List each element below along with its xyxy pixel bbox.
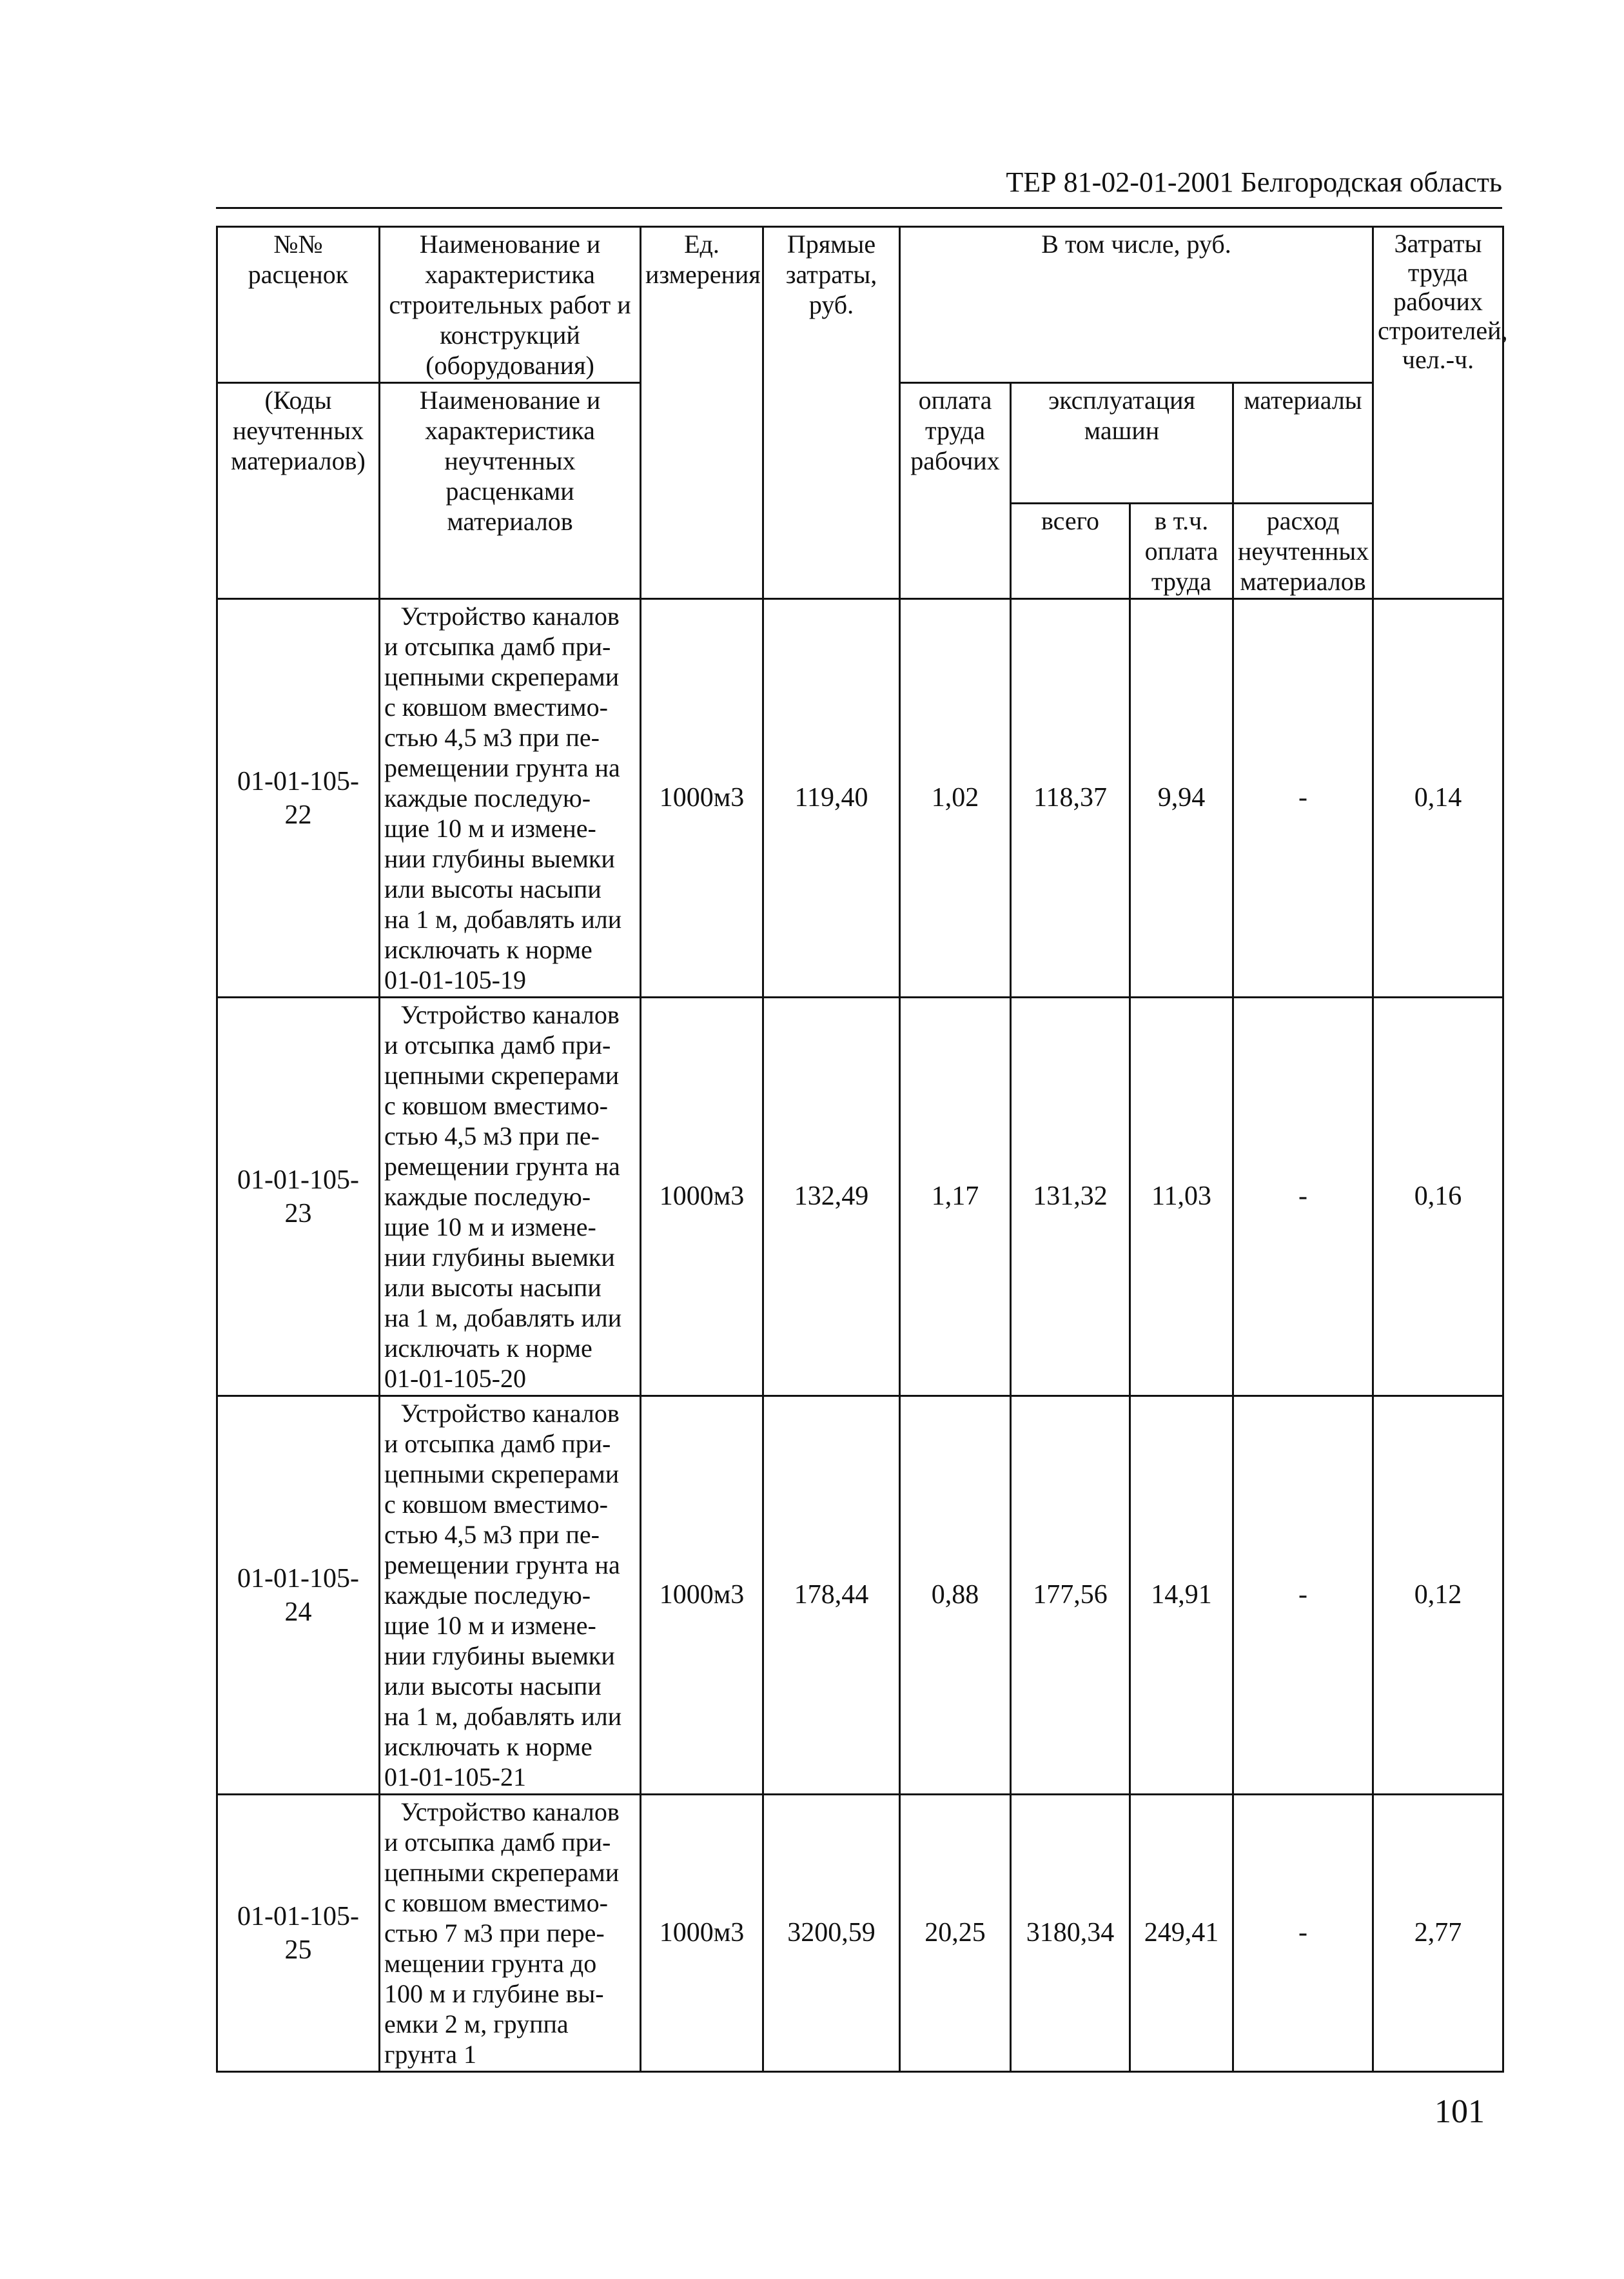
machines-total-value: 177,56 — [1011, 1396, 1130, 1795]
col-unit-header: Ед. измерения — [641, 227, 763, 599]
rate-description: Устройство каналов и отсыпка дамб при- цепными скреперами с ковшом вместимо- стью 4,5 м3 при пе- ремещении грунта на каждые последую- щие 10 м и измене- нии глубины выемки или высоты насыпи на 1 м, добавлять или исключать к норме 01-01-105-20 — [380, 998, 641, 1396]
unit-value: 1000м3 — [641, 1795, 763, 2072]
col-name-header: Наименование и характеристика строительных работ и конструкций (оборудования) — [380, 227, 641, 383]
labor-cost-value: 0,12 — [1373, 1396, 1503, 1795]
col-direct-header: Прямые затраты, руб. — [763, 227, 900, 599]
rate-code: 01-01-105- 24 — [217, 1396, 380, 1795]
machines-labor-value: 9,94 — [1130, 599, 1233, 998]
machines-total-value: 131,32 — [1011, 998, 1130, 1396]
table-body — [217, 599, 1503, 2072]
rate-description: Устройство каналов и отсыпка дамб при- цепными скреперами с ковшом вместимо- стью 4,5 м3 при пе- ремещении грунта на каждые последую- щие 10 м и измене- нии глубины выемки или высоты насыпи на 1 м, добавлять или исключать к норме 01-01-105-19 — [380, 599, 641, 998]
direct-cost-value: 178,44 — [763, 1396, 900, 1795]
header-rule — [216, 207, 1502, 209]
materials-value: - — [1233, 599, 1373, 998]
col-labor-cost-header: Затраты труда рабочих строителей, чел.-ч. — [1373, 227, 1503, 599]
table-row — [217, 998, 1503, 1396]
machines-total-value: 3180,34 — [1011, 1795, 1130, 2072]
col-materials-sub-header: расход неучтенных материалов — [1233, 504, 1373, 599]
col-code-sub-header: (Коды неучтенных материалов) — [217, 383, 380, 599]
rate-code: 01-01-105- 22 — [217, 599, 380, 998]
materials-value: - — [1233, 1396, 1373, 1795]
header-row-1 — [217, 227, 1503, 383]
labor-pay-value: 1,17 — [900, 998, 1011, 1396]
machines-labor-value: 11,03 — [1130, 998, 1233, 1396]
machines-total-value: 118,37 — [1011, 599, 1130, 998]
materials-value: - — [1233, 998, 1373, 1396]
table-header — [217, 227, 1508, 599]
rates-table — [216, 226, 1508, 2073]
document-title: ТЕР 81-02-01-2001 Белгородская область — [1006, 166, 1502, 198]
unit-value: 1000м3 — [641, 1396, 763, 1795]
unit-value: 1000м3 — [641, 998, 763, 1396]
col-including-header: В том числе, руб. — [900, 227, 1373, 383]
direct-cost-value: 119,40 — [763, 599, 900, 998]
col-machines-labor-header: в т.ч. оплата труда — [1130, 504, 1233, 599]
page-number: 101 — [1434, 2093, 1485, 2130]
rate-code: 01-01-105- 25 — [217, 1795, 380, 2072]
direct-cost-value: 3200,59 — [763, 1795, 900, 2072]
table-row — [217, 1795, 1503, 2072]
unit-value: 1000м3 — [641, 599, 763, 998]
col-name-sub-header: Наименование и характеристика неучтенных расценками материалов — [380, 383, 641, 599]
rate-description: Устройство каналов и отсыпка дамб при- цепными скреперами с ковшом вместимо- стью 4,5 м3 при пе- ремещении грунта на каждые последую- щие 10 м и измене- нии глубины выемки или высоты насыпи на 1 м, добавлять или исключать к норме 01-01-105-21 — [380, 1396, 641, 1795]
col-machines-total-header: всего — [1011, 504, 1130, 599]
table-row — [217, 599, 1503, 998]
labor-cost-value: 0,16 — [1373, 998, 1503, 1396]
machines-labor-value: 14,91 — [1130, 1396, 1233, 1795]
direct-cost-value: 132,49 — [763, 998, 900, 1396]
col-machines-header: эксплуатация машин — [1011, 383, 1233, 504]
labor-cost-value: 0,14 — [1373, 599, 1503, 998]
machines-labor-value: 249,41 — [1130, 1795, 1233, 2072]
col-labor-pay-header: оплата труда рабочих — [900, 383, 1011, 599]
col-code-header: №№ расценок — [217, 227, 380, 383]
labor-cost-value: 2,77 — [1373, 1795, 1503, 2072]
col-materials-header: материалы — [1233, 383, 1373, 504]
materials-value: - — [1233, 1795, 1373, 2072]
rate-code: 01-01-105- 23 — [217, 998, 380, 1396]
rate-description: Устройство каналов и отсыпка дамб при- цепными скреперами с ковшом вместимо- стью 7 м3 при пере- мещении грунта до 100 м и глубине вы- емки 2 м, группа грунта 1 — [380, 1795, 641, 2072]
labor-pay-value: 1,02 — [900, 599, 1011, 998]
table-row — [217, 1396, 1503, 1795]
labor-pay-value: 20,25 — [900, 1795, 1011, 2072]
labor-pay-value: 0,88 — [900, 1396, 1011, 1795]
